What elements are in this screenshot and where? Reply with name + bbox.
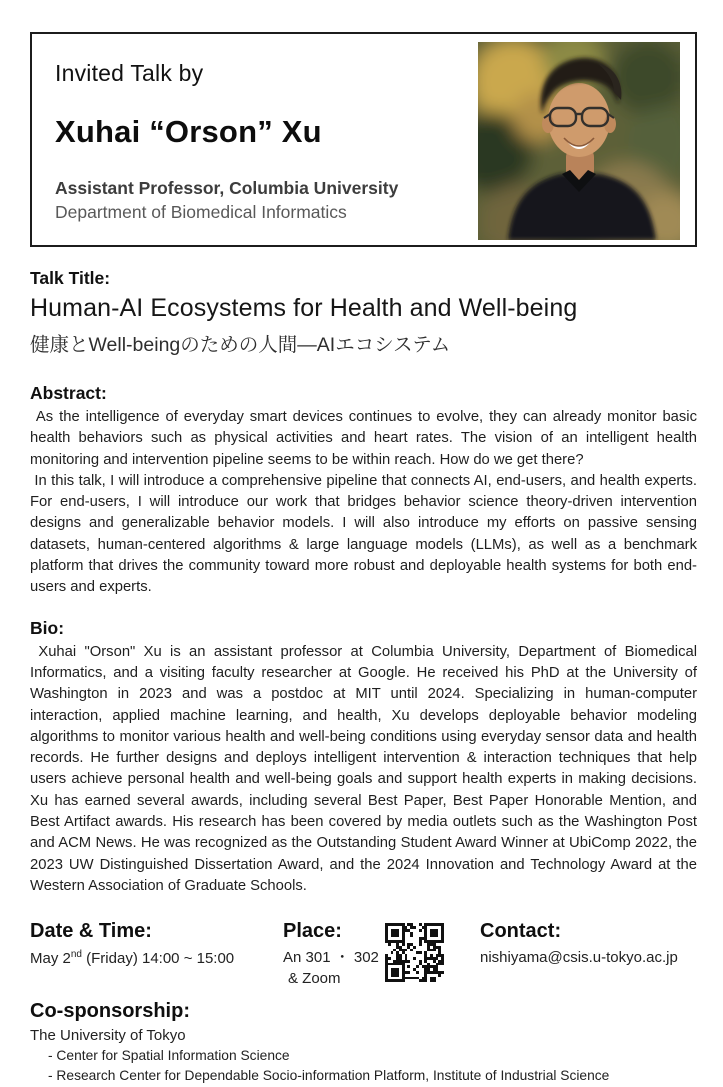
cosponsorship-organization: The University of Tokyo [30,1026,186,1044]
cosponsorship-list [30,1046,697,1087]
event-details-row [30,920,697,990]
flyer-page [0,32,723,1087]
talk-title-japanese: 健康とWell-beingのための人間―AIエコシステム [30,334,451,356]
date-ordinal: nd [70,949,82,961]
abstract-label: Abstract: [30,383,107,403]
speaker-title: Assistant Professor, Columbia University [55,178,399,198]
speaker-photo [478,42,680,240]
talk-title-label: Talk Title: [30,268,111,288]
bio-label: Bio: [30,617,65,638]
abstract-paragraph-2: In this talk, I will introduce a comprehensive pipeline that connects AI, end-users, and health experts. For end-users, I will introduce our work that bridges behavior science theory-driven intervention designs and generalizable behavior models. I will also introduce my efforts on passive sensing datasets, human-centered algorithms & large language models (LLMs), as well as a benchmark platform that drives the community toward more robust and deployable health systems for both end-users and experts. [30,472,702,596]
datetime-label: Date & Time: [30,920,152,943]
bio-text: Xuhai "Orson" Xu is an assistant professor at Columbia University, Department of Biomedical Informatics, and a visiting faculty researcher at Google. He received his PhD at the University of Washington in 2023 and was a postdoc at MIT until 2024. Specializing in human-computer interaction, applied machine learning, and health, Xu develops deployable behavior modeling algorithms to monitor various health and well-being conditions using everyday sensor data and health records. He further designs and deploys intelligent intervention & interaction techniques that help users achieve personal health and well-being goals and support health experts in making decisions. Xu has earned several awards, including several Best Paper, Best Paper Honorable Mention, and Best Artifact awards. His research has been covered by media outlets such as the Washington Post and ACM News. He was recognized as the Outstanding Student Award Winner at UbiComp 2022, the 2023 UW Distinguished Dissertation Award, and the 2024 Innovation and Technology Award at the Western Association of Graduate Schools. [30,643,702,894]
header-box [30,32,697,247]
bio-section [30,617,702,898]
cosponsorship-item: - Center for Spatial Information Science [48,1047,290,1063]
cosponsorship-section [30,1000,697,1087]
qr-column [385,920,480,982]
speaker-name: Xuhai “Orson” Xu [55,114,322,149]
place-zoom: & Zoom [288,970,341,988]
place-room: An 301 ・ 302 [283,949,379,967]
contact-email: nishiyama@csis.u-tokyo.ac.jp [480,949,678,967]
place-column [283,920,385,990]
date-time-range: (Friday) 14:00 ~ 15:00 [81,950,235,968]
abstract-paragraph-1: As the intelligence of everyday smart devices continues to evolve, they can already monitor basic health behaviors such as physical activities and heart rates. The vision of an intelligent health monitoring and intervention pipeline seems to be within reach. How do we get there? [30,409,702,468]
contact-column [480,920,697,968]
talk-title-section [30,268,697,357]
date-day: May 2 [30,950,71,968]
cosponsorship-item: - Research Center for Dependable Socio-information Platform, Institute of Industrial Science [48,1068,610,1084]
speaker-department: Department of Biomedical Informatics [55,202,347,223]
qr-code [385,923,444,982]
contact-label: Contact: [480,920,562,943]
cosponsorship-label: Co-sponsorship: [30,999,190,1022]
invited-talk-kicker: Invited Talk by [55,60,204,86]
datetime-value [30,948,283,969]
datetime-column [30,920,283,969]
place-label: Place: [283,920,342,943]
talk-title-english: Human-AI Ecosystems for Health and Well-being [30,294,578,322]
abstract-section [30,383,702,599]
